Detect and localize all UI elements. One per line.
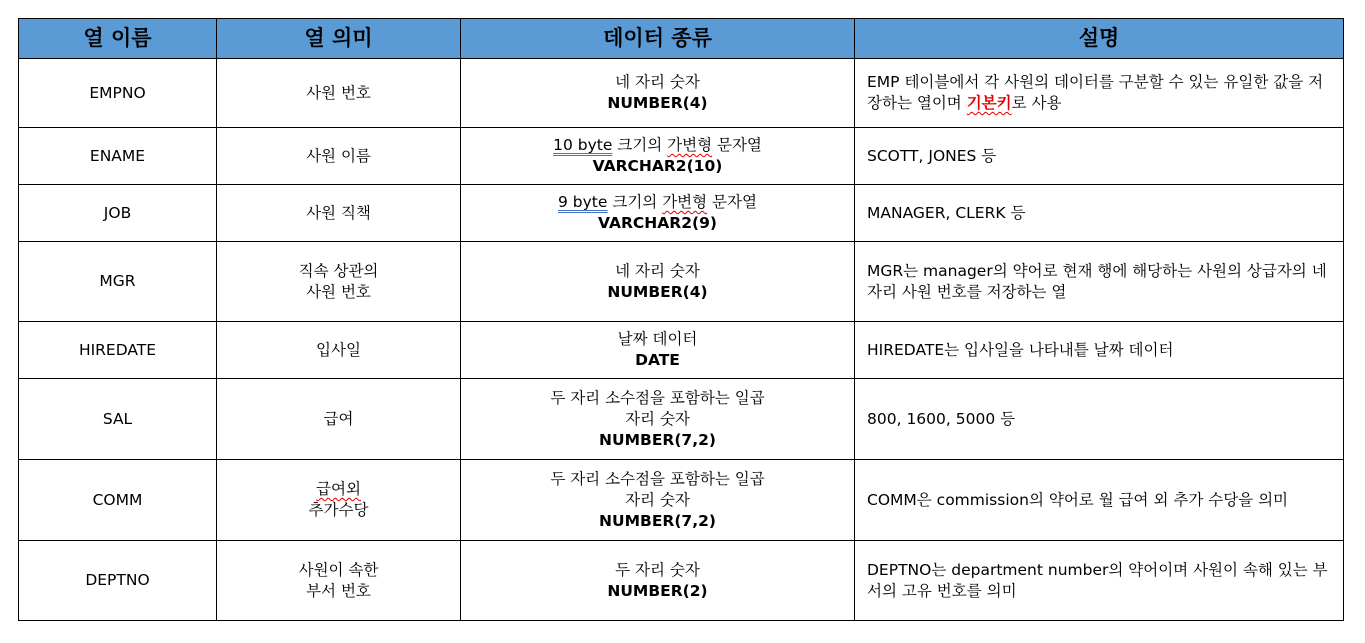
header-row <box>19 19 1344 59</box>
column-name-cell: EMPNO <box>19 59 217 128</box>
column-name-cell: JOB <box>19 185 217 242</box>
meaning-line: 사원 직책 <box>306 203 371 222</box>
type-desc-line <box>467 192 848 213</box>
description-cell: COMM은 commission의 약어로 월 급여 외 추가 수당을 의미 <box>855 460 1344 541</box>
table-row <box>19 128 1344 185</box>
table-row <box>19 185 1344 242</box>
type-desc-end: 문자열 <box>712 136 762 154</box>
description-cell: DEPTNO는 department number의 약어이며 사원이 속해 있는 부서의 고유 번호를 의미 <box>855 541 1344 621</box>
meaning-line: 직속 상관의 <box>298 261 379 280</box>
type-desc-line: 두 자리 소수점을 포함하는 일곱 <box>550 388 765 407</box>
description-text-end: 로 사용 <box>1011 94 1062 112</box>
data-type-cell <box>461 379 855 460</box>
header-data-type: 데이터 종류 <box>461 19 855 59</box>
meaning-line: 사원 번호 <box>306 83 371 102</box>
description-text: EMP 테이블에서 각 사원의 데이터를 구분할 수 있는 유일한 값을 저장하는 열이며 <box>867 73 1324 112</box>
type-name: NUMBER(7,2) <box>599 430 716 449</box>
type-desc-end: 문자열 <box>707 193 757 211</box>
byte-size-text: 9 byte <box>558 193 608 211</box>
type-name: DATE <box>635 351 680 369</box>
table-row <box>19 59 1344 128</box>
column-meaning-cell <box>217 185 461 242</box>
byte-size-text: 10 byte <box>553 136 613 154</box>
type-desc-mid: 크기의 <box>612 136 668 154</box>
meaning-line: 입사일 <box>316 340 361 359</box>
table-row <box>19 541 1344 621</box>
column-meaning-cell <box>217 460 461 541</box>
column-name-cell: ENAME <box>19 128 217 185</box>
table-row <box>19 322 1344 379</box>
column-meaning-cell <box>217 379 461 460</box>
meaning-line: 추가수당 <box>308 501 369 519</box>
primary-key-term: 기본키 <box>966 94 1012 112</box>
description-cell: 800, 1600, 5000 등 <box>855 379 1344 460</box>
header-column-meaning: 열 의미 <box>217 19 461 59</box>
data-type-cell <box>461 185 855 242</box>
type-desc-line: 두 자리 숫자 <box>615 560 700 579</box>
type-name: NUMBER(7,2) <box>599 511 716 530</box>
variable-length-term: 가변형 <box>667 136 713 154</box>
column-name-cell: DEPTNO <box>19 541 217 621</box>
column-name-cell: MGR <box>19 242 217 322</box>
type-desc-line: 네 자리 숫자 <box>615 261 700 280</box>
type-name: NUMBER(4) <box>607 282 708 301</box>
meaning-line: 부서 번호 <box>306 581 371 600</box>
meaning-line: 사원이 속한 <box>298 560 379 579</box>
column-name-cell: HIREDATE <box>19 322 217 379</box>
type-name: VARCHAR2(9) <box>598 214 717 232</box>
type-name: VARCHAR2(10) <box>592 157 723 175</box>
column-name-cell: SAL <box>19 379 217 460</box>
meaning-line: 급여 <box>323 409 354 428</box>
column-meaning-cell <box>217 322 461 379</box>
type-name: NUMBER(4) <box>607 94 708 112</box>
type-desc-line <box>467 135 848 156</box>
meaning-line: 사원 이름 <box>306 146 371 165</box>
type-desc-line: 날짜 데이터 <box>617 330 698 348</box>
table-row <box>19 379 1344 460</box>
description-cell: HIREDATE는 입사일을 나타내틑 날짜 데이터 <box>855 322 1344 379</box>
meaning-line: 사원 번호 <box>306 282 371 301</box>
description-cell <box>855 59 1344 128</box>
column-name-cell: COMM <box>19 460 217 541</box>
emp-column-table <box>18 18 1344 621</box>
description-cell: MANAGER, CLERK 등 <box>855 185 1344 242</box>
type-desc-line: 네 자리 숫자 <box>615 73 700 91</box>
header-column-name: 열 이름 <box>19 19 217 59</box>
column-meaning-cell <box>217 242 461 322</box>
data-type-cell <box>461 128 855 185</box>
type-name: NUMBER(2) <box>607 581 708 600</box>
type-desc-line: 자리 숫자 <box>625 409 690 428</box>
header-description: 설명 <box>855 19 1344 59</box>
description-cell: SCOTT, JONES 등 <box>855 128 1344 185</box>
data-type-cell <box>461 59 855 128</box>
table-row <box>19 460 1344 541</box>
table-row <box>19 242 1344 322</box>
data-type-cell <box>461 460 855 541</box>
description-cell: MGR는 manager의 약어로 현재 행에 해당하는 사원의 상급자의 네 자리 사원 번호를 저장하는 열 <box>855 242 1344 322</box>
meaning-text: 급여외 <box>316 480 361 498</box>
variable-length-term: 가변형 <box>662 193 708 211</box>
data-type-cell <box>461 541 855 621</box>
type-desc-mid: 크기의 <box>607 193 663 211</box>
data-type-cell <box>461 242 855 322</box>
column-meaning-cell <box>217 541 461 621</box>
type-desc-line: 두 자리 소수점을 포함하는 일곱 <box>550 469 765 488</box>
meaning-line <box>223 479 454 500</box>
type-desc-line: 자리 숫자 <box>625 490 690 509</box>
column-meaning-cell <box>217 59 461 128</box>
column-meaning-cell <box>217 128 461 185</box>
data-type-cell <box>461 322 855 379</box>
